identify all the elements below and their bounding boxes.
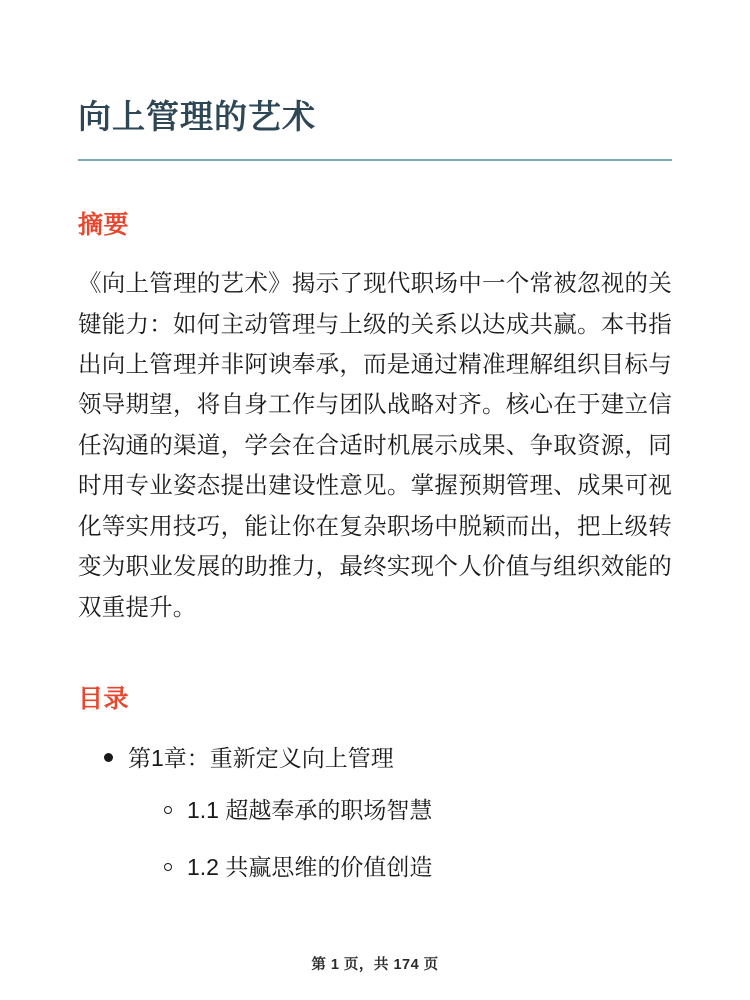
title-divider — [78, 159, 672, 161]
bullet-circle-icon — [164, 806, 172, 814]
list-item — [78, 850, 672, 885]
page-title: 向上管理的艺术 — [78, 98, 316, 135]
toc-list — [78, 741, 672, 885]
toc-section-label: 1.1 超越奉承的职场智慧 — [187, 797, 433, 824]
toc-sublist — [78, 793, 672, 884]
toc-chapter-label: 第1章：重新定义向上管理 — [128, 744, 394, 771]
toc-heading: 目录 — [78, 684, 130, 713]
toc-section-label: 1.2 共赢思维的价值创造 — [187, 853, 433, 880]
toc-chapter-row[interactable] — [78, 741, 672, 776]
toc-section-row[interactable] — [78, 850, 672, 885]
bullet-circle-icon — [164, 863, 172, 871]
list-item — [78, 741, 672, 885]
abstract-heading: 摘要 — [78, 211, 130, 240]
toc-section-row[interactable] — [78, 793, 672, 828]
list-item — [78, 793, 672, 828]
bullet-disc-icon — [104, 753, 113, 762]
page-footer: 第 1 页，共 174 页 — [311, 957, 439, 973]
abstract-body: 《向上管理的艺术》揭示了现代职场中一个常被忽视的关键能力：如何主动管理与上级的关系以达成共赢。本书指出向上管理并非阿谀奉承，而是通过精准理解组织目标与领导期望，将自身工作与团队战略对齐。核心在于建立信任沟通的渠道，学会在合适时机展示成果、争取资源，同时用专业姿态提出建设性意见。掌握预期管理、成果可视化等实用技巧，能让你在复杂职场中脱颖而出，把上级转变为职业发展的助推力，最终实现个人价值与组织效能的双重提升。 — [78, 270, 672, 620]
